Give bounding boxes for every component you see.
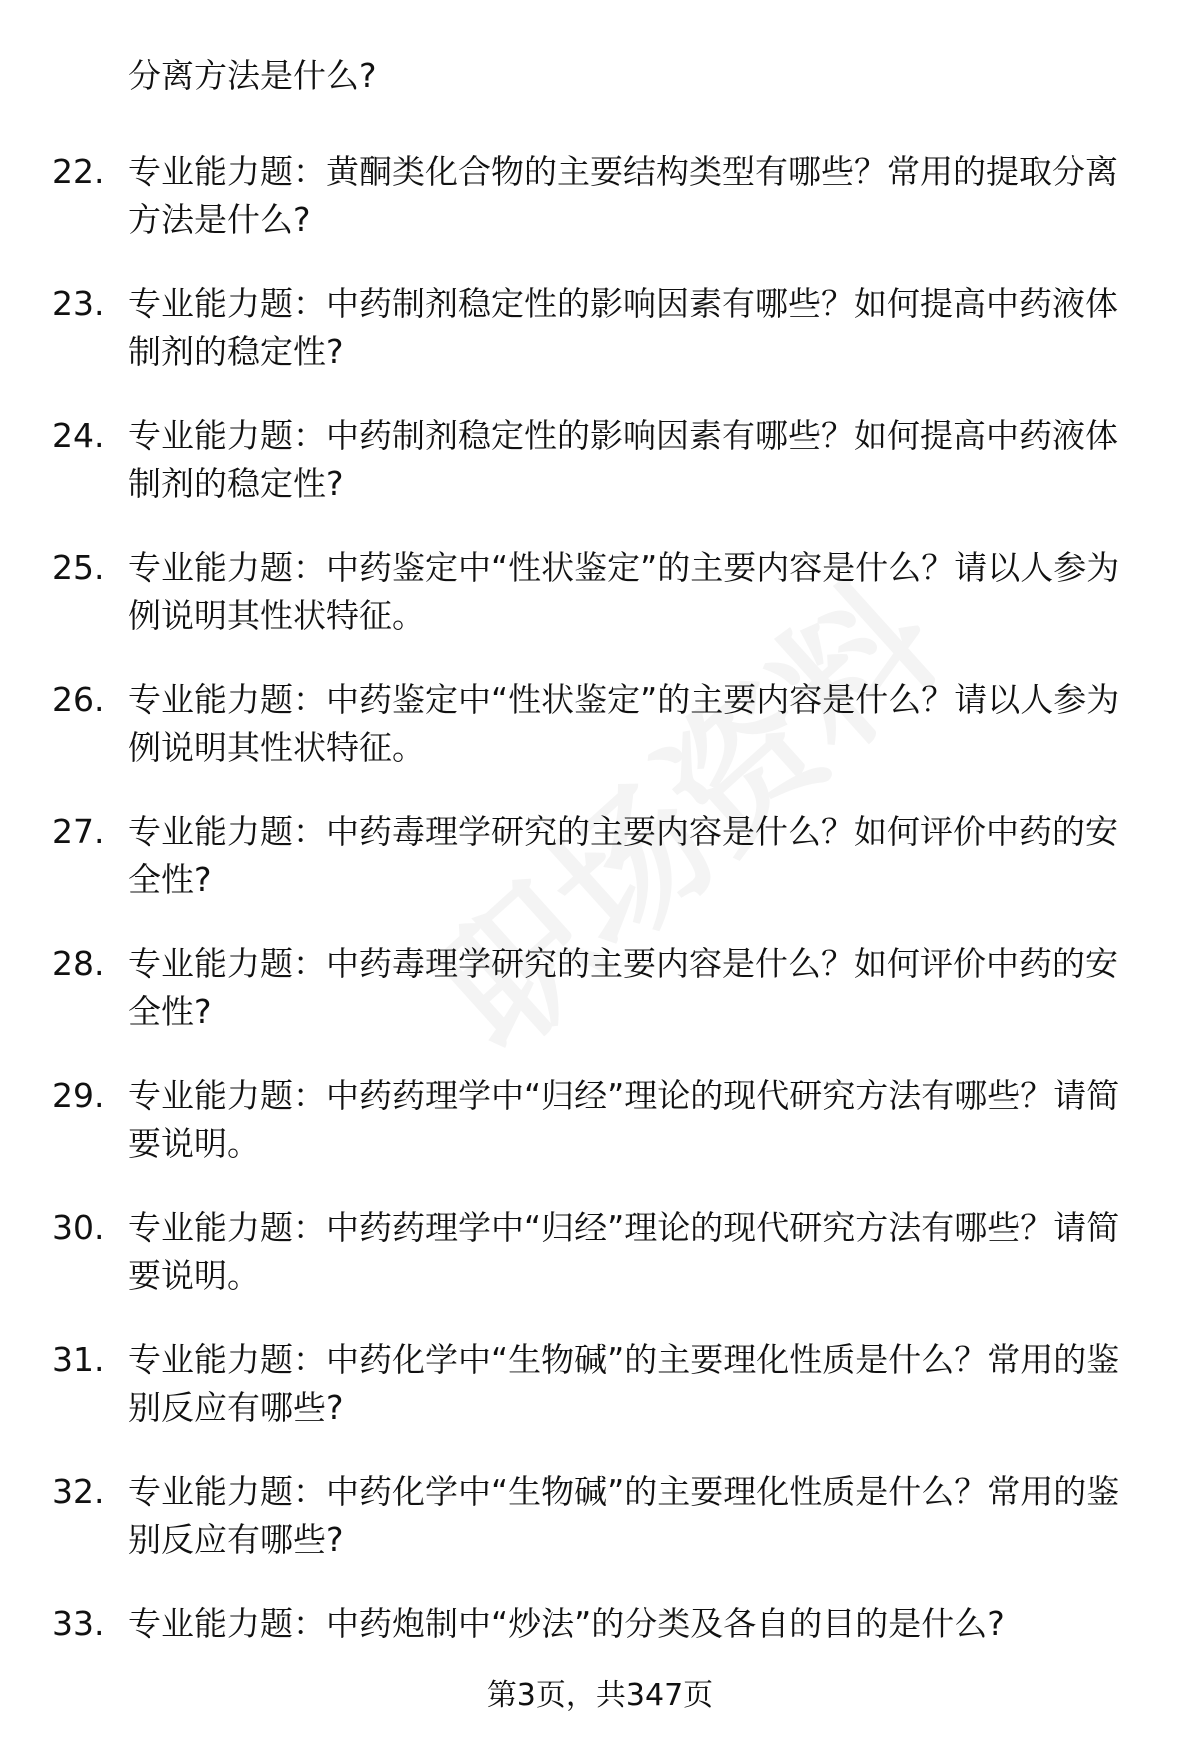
question-text: 专业能力题：中药化学中“生物碱”的主要理化性质是什么？常用的鉴别反应有哪些?	[128, 1472, 1120, 1559]
list-item	[0, 808, 1200, 940]
question-text: 专业能力题：中药制剂稳定性的影响因素有哪些？如何提高中药液体制剂的稳定性?	[128, 416, 1118, 503]
question-continuation: 分离方法是什么?	[128, 56, 377, 95]
list-item	[0, 148, 1200, 280]
list-item	[0, 940, 1200, 1072]
question-number: 33.	[52, 1604, 105, 1643]
question-number: 32.	[52, 1472, 105, 1511]
list-item	[0, 1468, 1200, 1600]
question-list	[0, 148, 1200, 1732]
list-item	[0, 1336, 1200, 1468]
list-item	[0, 280, 1200, 412]
question-number: 26.	[52, 680, 105, 719]
question-number: 25.	[52, 548, 105, 587]
question-text: 专业能力题：中药制剂稳定性的影响因素有哪些？如何提高中药液体制剂的稳定性?	[128, 284, 1118, 371]
list-item	[0, 412, 1200, 544]
question-text: 专业能力题：中药毒理学研究的主要内容是什么？如何评价中药的安全性?	[128, 812, 1118, 899]
question-text: 专业能力题：中药毒理学研究的主要内容是什么？如何评价中药的安全性?	[128, 944, 1118, 1031]
question-text: 专业能力题：中药药理学中“归经”理论的现代研究方法有哪些？请简要说明。	[128, 1208, 1120, 1295]
question-number: 30.	[52, 1208, 105, 1247]
list-item	[0, 676, 1200, 808]
question-text: 专业能力题：中药化学中“生物碱”的主要理化性质是什么？常用的鉴别反应有哪些?	[128, 1340, 1120, 1427]
question-text: 专业能力题：中药炮制中“炒法”的分类及各自的目的是什么?	[128, 1604, 1005, 1643]
question-number: 22.	[52, 152, 105, 191]
list-item	[0, 1204, 1200, 1336]
question-number: 29.	[52, 1076, 105, 1115]
page-number-footer: 第3页，共347页	[486, 1678, 714, 1713]
question-number: 31.	[52, 1340, 105, 1379]
question-text: 专业能力题：中药鉴定中“性状鉴定”的主要内容是什么？请以人参为例说明其性状特征。	[128, 680, 1120, 767]
question-text: 专业能力题：黄酮类化合物的主要结构类型有哪些？常用的提取分离方法是什么?	[128, 152, 1118, 239]
question-number: 28.	[52, 944, 105, 983]
question-text: 专业能力题：中药鉴定中“性状鉴定”的主要内容是什么？请以人参为例说明其性状特征。	[128, 548, 1120, 635]
question-text: 专业能力题：中药药理学中“归经”理论的现代研究方法有哪些？请简要说明。	[128, 1076, 1120, 1163]
list-item	[0, 1072, 1200, 1204]
question-number: 24.	[52, 416, 105, 455]
question-number: 27.	[52, 812, 105, 851]
list-item	[0, 544, 1200, 676]
question-number: 23.	[52, 284, 105, 323]
